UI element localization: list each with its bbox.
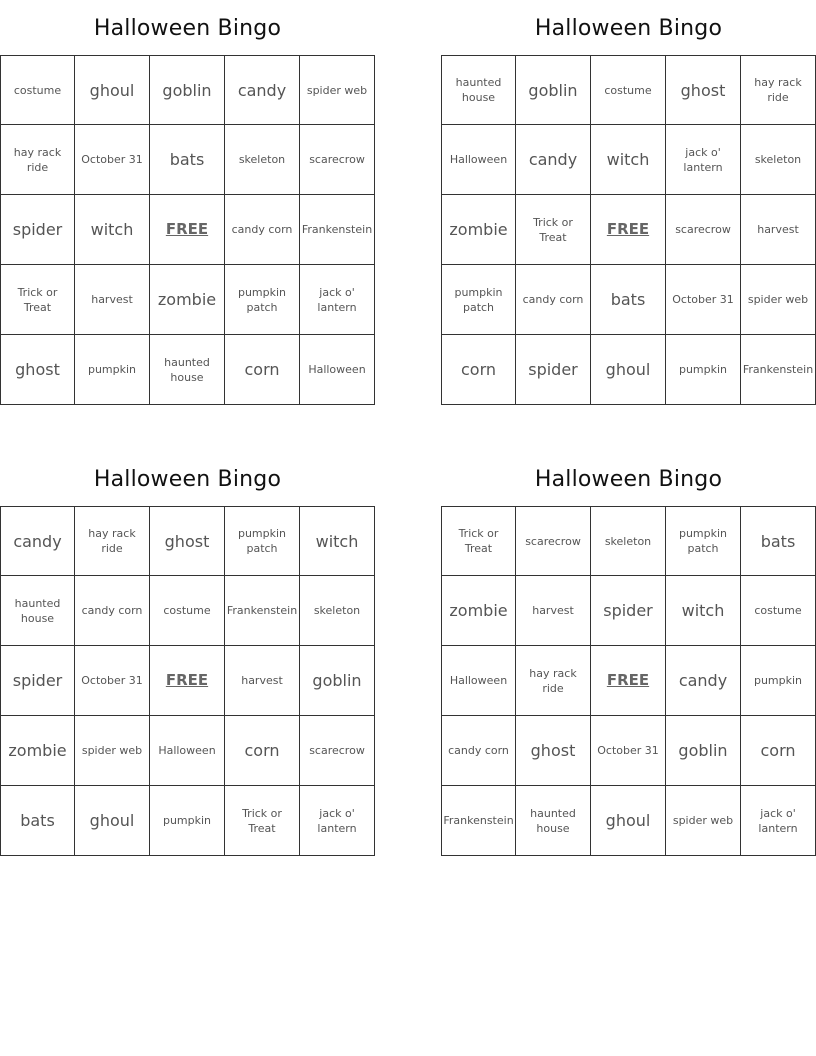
bingo-cell: harvest bbox=[741, 195, 816, 265]
bingo-cell: candy bbox=[666, 646, 741, 716]
bingo-cell: ghoul bbox=[75, 786, 150, 856]
bingo-cell: harvest bbox=[75, 265, 150, 335]
card-title: Halloween Bingo bbox=[534, 467, 723, 492]
bingo-cell: zombie bbox=[150, 265, 225, 335]
bingo-card-2 bbox=[441, 0, 816, 405]
bingo-cell: October 31 bbox=[666, 265, 741, 335]
bingo-cell: witch bbox=[591, 125, 666, 195]
bingo-cell: ghoul bbox=[591, 786, 666, 856]
bingo-cell: zombie bbox=[441, 576, 516, 646]
bingo-cell: jack o' lantern bbox=[300, 786, 375, 856]
bingo-cell: Halloween bbox=[441, 125, 516, 195]
bingo-cell: harvest bbox=[516, 576, 591, 646]
bingo-cell: Trick or Treat bbox=[441, 506, 516, 576]
bingo-cell: skeleton bbox=[741, 125, 816, 195]
bingo-grid bbox=[441, 506, 816, 856]
bingo-cell: costume bbox=[741, 576, 816, 646]
bingo-cell: October 31 bbox=[591, 716, 666, 786]
bingo-cell: ghoul bbox=[75, 55, 150, 125]
bingo-cell: ghost bbox=[666, 55, 741, 125]
bingo-cell: jack o' lantern bbox=[300, 265, 375, 335]
bingo-cell: haunted house bbox=[441, 55, 516, 125]
bingo-cell: pumpkin bbox=[75, 335, 150, 405]
bingo-cell: bats bbox=[741, 506, 816, 576]
bingo-cell: hay rack ride bbox=[741, 55, 816, 125]
bingo-cell: Trick or Treat bbox=[225, 786, 300, 856]
bingo-cell: haunted house bbox=[516, 786, 591, 856]
bingo-cell: skeleton bbox=[225, 125, 300, 195]
bingo-cell: pumpkin bbox=[741, 646, 816, 716]
bingo-cell: ghost bbox=[516, 716, 591, 786]
bingo-grid bbox=[0, 55, 375, 405]
bingo-cell: Frankenstein bbox=[300, 195, 375, 265]
bingo-cell: corn bbox=[225, 716, 300, 786]
bingo-cell: Frankenstein bbox=[741, 335, 816, 405]
bingo-cell: costume bbox=[0, 55, 75, 125]
bingo-cell: Frankenstein bbox=[441, 786, 516, 856]
bingo-cell: ghoul bbox=[591, 335, 666, 405]
bingo-cell: scarecrow bbox=[300, 125, 375, 195]
bingo-cell: hay rack ride bbox=[75, 506, 150, 576]
bingo-cell: goblin bbox=[516, 55, 591, 125]
card-title: Halloween Bingo bbox=[534, 16, 723, 41]
bingo-cell: Halloween bbox=[300, 335, 375, 405]
bingo-cell: bats bbox=[150, 125, 225, 195]
bingo-cell: corn bbox=[225, 335, 300, 405]
bingo-cell: haunted house bbox=[150, 335, 225, 405]
bingo-cell: ghost bbox=[0, 335, 75, 405]
bingo-cell: spider bbox=[591, 576, 666, 646]
bingo-cell: Halloween bbox=[150, 716, 225, 786]
bingo-cell: candy bbox=[225, 55, 300, 125]
bingo-cell: pumpkin bbox=[666, 335, 741, 405]
bingo-cell: jack o' lantern bbox=[666, 125, 741, 195]
bingo-cell: witch bbox=[300, 506, 375, 576]
bingo-cell: October 31 bbox=[75, 646, 150, 716]
bingo-cell: Frankenstein bbox=[225, 576, 300, 646]
bingo-cell: zombie bbox=[441, 195, 516, 265]
bingo-cell: spider web bbox=[741, 265, 816, 335]
bingo-cell: skeleton bbox=[300, 576, 375, 646]
bingo-cell: harvest bbox=[225, 646, 300, 716]
bingo-cell: corn bbox=[741, 716, 816, 786]
bingo-cell: scarecrow bbox=[516, 506, 591, 576]
bingo-cell: spider web bbox=[75, 716, 150, 786]
bingo-cell: Halloween bbox=[441, 646, 516, 716]
bingo-cell: pumpkin patch bbox=[225, 265, 300, 335]
bingo-cell: spider bbox=[0, 646, 75, 716]
bingo-cell: costume bbox=[591, 55, 666, 125]
bingo-cell: Trick or Treat bbox=[516, 195, 591, 265]
free-space-cell: FREE bbox=[150, 646, 225, 716]
free-space-cell: FREE bbox=[150, 195, 225, 265]
free-space-cell: FREE bbox=[591, 195, 666, 265]
bingo-cell: spider web bbox=[300, 55, 375, 125]
bingo-cell: jack o' lantern bbox=[741, 786, 816, 856]
bingo-cell: witch bbox=[666, 576, 741, 646]
bingo-cell: witch bbox=[75, 195, 150, 265]
bingo-grid bbox=[0, 506, 375, 856]
bingo-grid bbox=[441, 55, 816, 405]
bingo-card-1 bbox=[0, 0, 375, 405]
bingo-cell: costume bbox=[150, 576, 225, 646]
bingo-cell: October 31 bbox=[75, 125, 150, 195]
card-title: Halloween Bingo bbox=[93, 467, 282, 492]
bingo-cell: scarecrow bbox=[666, 195, 741, 265]
bingo-cell: bats bbox=[591, 265, 666, 335]
bingo-cell: candy corn bbox=[441, 716, 516, 786]
bingo-cell: pumpkin bbox=[150, 786, 225, 856]
bingo-cell: bats bbox=[0, 786, 75, 856]
bingo-cell: candy corn bbox=[516, 265, 591, 335]
bingo-cell: goblin bbox=[300, 646, 375, 716]
bingo-cell: candy bbox=[516, 125, 591, 195]
bingo-cell: spider bbox=[516, 335, 591, 405]
bingo-cell: corn bbox=[441, 335, 516, 405]
bingo-cell: candy bbox=[0, 506, 75, 576]
bingo-cell: spider web bbox=[666, 786, 741, 856]
bingo-card-4 bbox=[441, 451, 816, 856]
bingo-cell: Trick or Treat bbox=[0, 265, 75, 335]
bingo-cell: spider bbox=[0, 195, 75, 265]
bingo-cell: goblin bbox=[150, 55, 225, 125]
bingo-cell: haunted house bbox=[0, 576, 75, 646]
bingo-cell: candy corn bbox=[75, 576, 150, 646]
bingo-cell: ghost bbox=[150, 506, 225, 576]
free-space-cell: FREE bbox=[591, 646, 666, 716]
bingo-cell: pumpkin patch bbox=[441, 265, 516, 335]
bingo-cell: zombie bbox=[0, 716, 75, 786]
bingo-cell: goblin bbox=[666, 716, 741, 786]
card-title: Halloween Bingo bbox=[93, 16, 282, 41]
bingo-cell: hay rack ride bbox=[0, 125, 75, 195]
bingo-cell: hay rack ride bbox=[516, 646, 591, 716]
bingo-cell: candy corn bbox=[225, 195, 300, 265]
bingo-card-3 bbox=[0, 451, 375, 856]
bingo-cell: pumpkin patch bbox=[666, 506, 741, 576]
bingo-cell: pumpkin patch bbox=[225, 506, 300, 576]
bingo-cell: scarecrow bbox=[300, 716, 375, 786]
bingo-cell: skeleton bbox=[591, 506, 666, 576]
